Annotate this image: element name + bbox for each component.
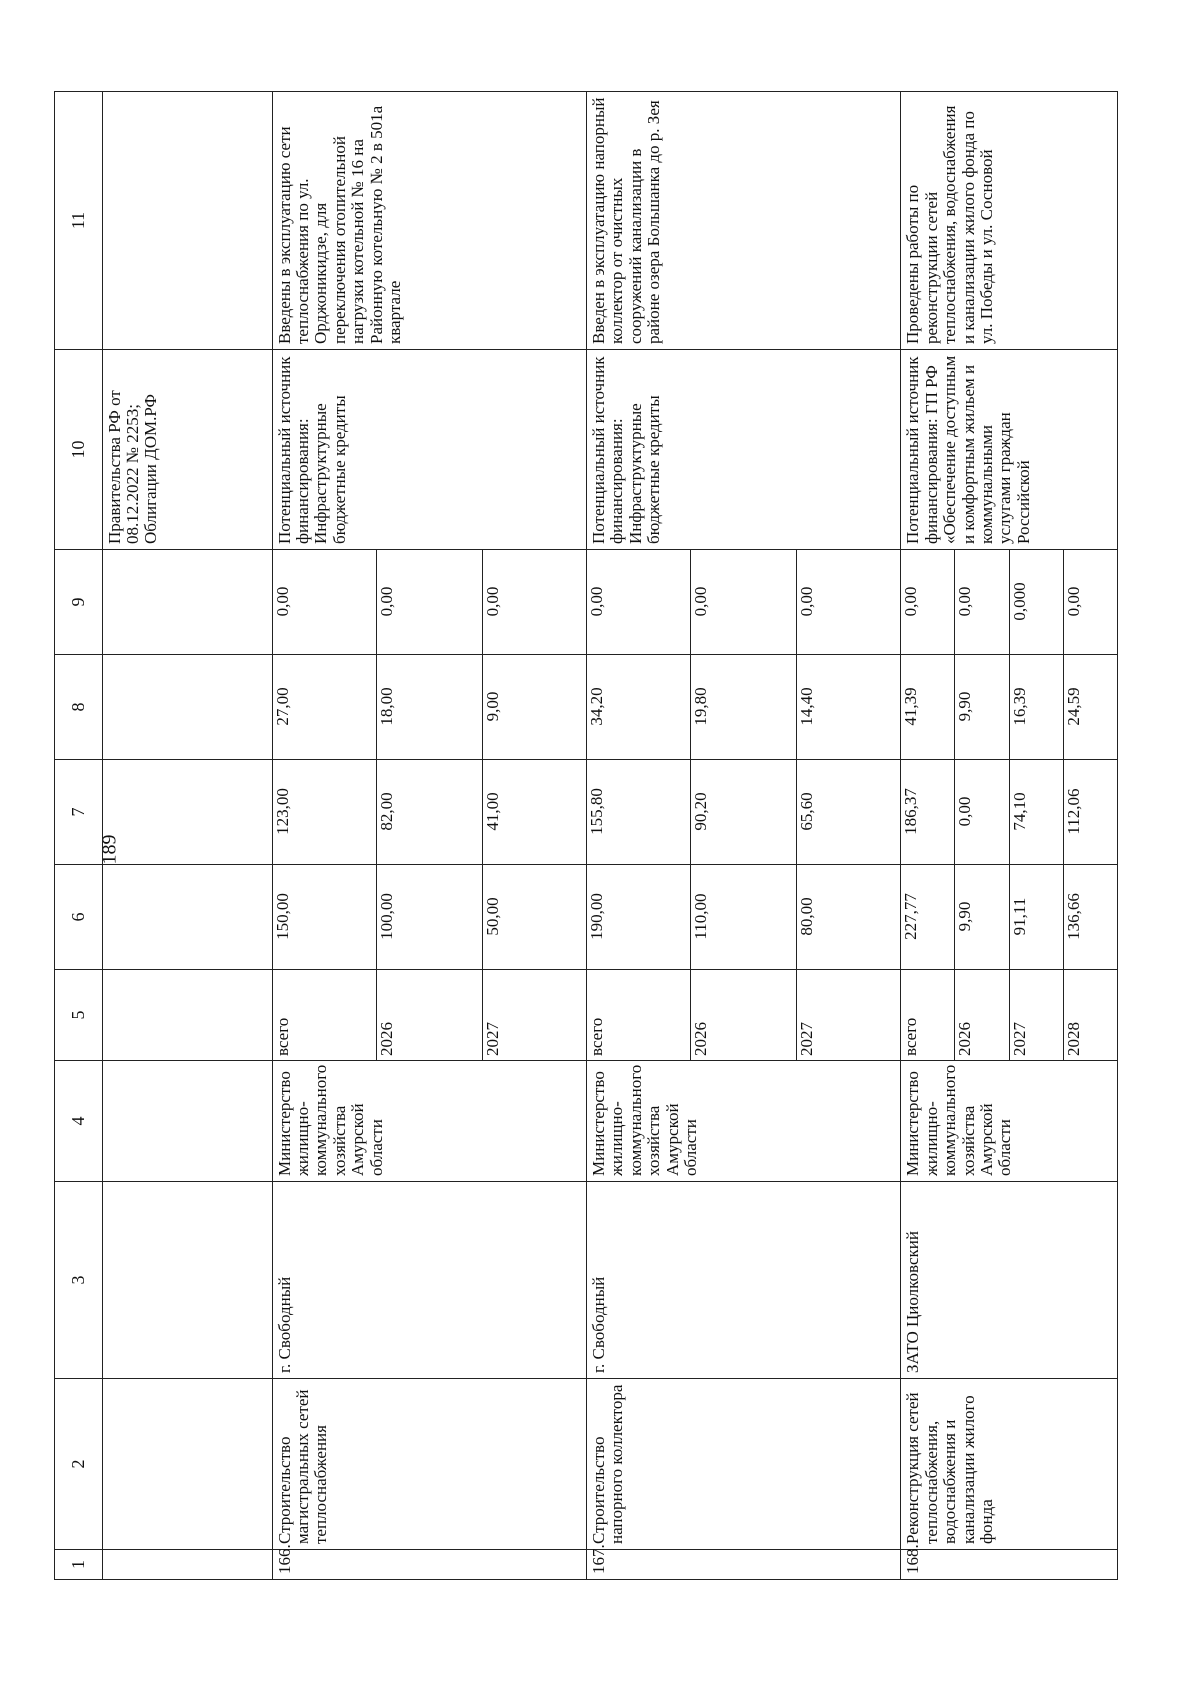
funding-source-cell	[901, 350, 1118, 550]
subgrid-row	[797, 865, 901, 969]
subgrid-row	[587, 865, 691, 969]
subgrid-value: 227,77	[901, 865, 954, 969]
header-col-1: 1	[55, 1550, 103, 1580]
subgrid-value: 100,00	[376, 865, 482, 969]
cont-cell-2	[102, 1379, 272, 1550]
funding-source: Потенциальный источник финансирования: Инфраструктурные бюджетные кредиты	[274, 356, 349, 544]
years-list	[587, 970, 900, 1060]
years-cell	[901, 970, 1118, 1061]
row-number: 167.	[589, 1544, 609, 1574]
col6-cell	[901, 865, 1118, 970]
expected-result: Проведены работы по реконструкции сетей теплоснабжения, водоснабжения и канализации жилого фонда по ул. Победы и ул. Сосновой	[903, 105, 996, 344]
subgrid-row	[691, 655, 797, 759]
measure-name: Строительство магистральных сетей теплоснабжения	[274, 1389, 331, 1544]
header-row	[55, 92, 103, 1580]
subgrid-row	[955, 970, 1010, 1060]
subgrid-row	[1009, 760, 1064, 864]
header-col-3: 3	[55, 1182, 103, 1379]
col9-cell	[272, 550, 586, 655]
cont-cell-7	[102, 760, 272, 865]
cont-cell-8	[102, 655, 272, 760]
years-list	[273, 970, 586, 1060]
measure-name: Реконструкция сетей теплоснабжения, водоснабжения и канализации жилого фонда	[903, 1392, 996, 1544]
subgrid-value: 0,00	[955, 760, 1010, 864]
rotated-table-sheet	[54, 92, 1118, 1580]
subgrid-row	[376, 550, 482, 654]
row-number-cell	[587, 1544, 901, 1580]
years-list	[901, 970, 1117, 1060]
subgrid-value: 41,00	[482, 792, 502, 831]
subgrid-value: всего	[901, 970, 954, 1060]
subgrid-row	[955, 550, 1010, 654]
subgrid-row	[901, 970, 954, 1060]
subgrid-row	[901, 865, 954, 969]
subgrid-value: 14,40	[797, 687, 817, 726]
subgrid-row	[273, 970, 377, 1060]
subgrid-row	[1064, 760, 1117, 864]
location: г. Свободный	[589, 1276, 609, 1373]
col6-values	[901, 865, 1117, 969]
subgrid-value: 19,80	[691, 655, 797, 759]
header-col-2: 2	[55, 1379, 103, 1550]
subgrid-row	[1064, 550, 1117, 654]
col6-values	[587, 865, 900, 969]
subgrid-value: 2028	[1064, 1022, 1084, 1056]
page-number: 189	[98, 834, 121, 865]
executor-cell	[901, 1061, 1118, 1182]
continuation-row	[102, 92, 272, 1580]
subgrid-value: 65,60	[797, 792, 817, 831]
subgrid-row	[376, 970, 482, 1060]
subgrid-value: 80,00	[797, 897, 817, 936]
col6-cell	[587, 865, 901, 970]
row-number-cell	[272, 1544, 586, 1580]
col7-values	[273, 760, 586, 864]
subgrid-row	[955, 655, 1010, 759]
subgrid-row	[797, 655, 901, 759]
subgrid-value: 0,00	[955, 550, 1010, 654]
subgrid-value: 9,90	[955, 655, 1010, 759]
subgrid-value: 186,37	[901, 760, 954, 864]
subgrid-value: 41,39	[901, 655, 954, 759]
col7-cell	[901, 760, 1118, 865]
subgrid-value: 123,00	[273, 760, 377, 864]
header-col-4: 4	[55, 1061, 103, 1182]
header-col-7: 7	[55, 760, 103, 865]
subgrid-value: 190,00	[587, 865, 691, 969]
subgrid-row	[587, 550, 691, 654]
subgrid-row	[901, 760, 954, 864]
executor: Министерство жилищно-коммунального хозяйства Амурской области	[903, 1064, 1015, 1176]
subgrid-row	[1064, 970, 1117, 1060]
col7-cell	[272, 760, 586, 865]
executor-cell	[272, 1061, 586, 1182]
measure-name-cell	[901, 1379, 1118, 1550]
table-row	[587, 92, 901, 1580]
subgrid-value: 0,00	[797, 586, 817, 617]
subgrid-row	[1009, 655, 1064, 759]
result-cell	[272, 92, 586, 350]
cont-cell-6	[102, 865, 272, 970]
expected-result: Введен в эксплуатацию напорный коллектор от очистных сооружений канализации в районе озера Большанка до р. Зея	[589, 97, 664, 344]
subgrid-value: 9,90	[955, 865, 1010, 969]
cont-cell-4	[102, 1061, 272, 1182]
subgrid-value: всего	[587, 970, 691, 1060]
cont-cell-3	[102, 1182, 272, 1379]
col8-cell	[587, 655, 901, 760]
header-col-8: 8	[55, 655, 103, 760]
subgrid-row	[797, 550, 901, 654]
result-cell	[587, 92, 901, 350]
table-row	[272, 92, 586, 1580]
funding-source-cell	[272, 350, 586, 550]
subgrid-row	[1064, 865, 1117, 969]
subgrid-value: 155,80	[587, 760, 691, 864]
measure-name-cell	[587, 1379, 901, 1550]
header-col-11: 11	[55, 92, 103, 350]
header-col-5: 5	[55, 970, 103, 1061]
subgrid-value: всего	[273, 970, 377, 1060]
col9-values	[587, 550, 900, 654]
subgrid-value: 2027	[482, 1022, 502, 1056]
subgrid-value: 0,000	[1009, 550, 1064, 654]
subgrid-value: 2026	[691, 970, 797, 1060]
cont-cell-1	[102, 1550, 272, 1580]
years-cell	[587, 970, 901, 1061]
subgrid-value: 82,00	[376, 760, 482, 864]
subgrid-row	[273, 550, 377, 654]
funding-source: Потенциальный источник финансирования: Инфраструктурные бюджетные кредиты	[589, 356, 664, 544]
subgrid-row	[482, 550, 586, 654]
col6-cell	[272, 865, 586, 970]
subgrid-row	[901, 550, 954, 654]
subgrid-value: 16,39	[1009, 655, 1064, 759]
location-cell	[587, 1182, 901, 1379]
subgrid-row	[273, 760, 377, 864]
cont-cell-11	[102, 92, 272, 350]
subgrid-row	[482, 865, 586, 969]
subgrid-row	[691, 760, 797, 864]
subgrid-row	[482, 760, 586, 864]
result-cell	[901, 92, 1118, 350]
col8-cell	[272, 655, 586, 760]
subgrid-row	[587, 970, 691, 1060]
subgrid-row	[797, 760, 901, 864]
executor-cell	[587, 1061, 901, 1182]
subgrid-value: 0,00	[482, 586, 502, 617]
subgrid-value: 90,20	[691, 760, 797, 864]
cont-source-text: Правительства РФ от 08.12.2022 № 2253; Облигации ДОМ.РФ	[104, 390, 161, 544]
subgrid-value: 150,00	[273, 865, 377, 969]
subgrid-row	[482, 970, 586, 1060]
measure-name-cell	[272, 1379, 586, 1550]
subgrid-value: 2026	[376, 970, 482, 1060]
subgrid-row	[691, 865, 797, 969]
col9-values	[273, 550, 586, 654]
subgrid-value: 9,00	[482, 691, 502, 722]
subgrid-row	[587, 760, 691, 864]
location-cell	[272, 1182, 586, 1379]
location: г. Свободный	[274, 1276, 294, 1373]
cont-cell-10	[102, 350, 272, 550]
subgrid-row	[1009, 550, 1064, 654]
subgrid-value: 2027	[1009, 970, 1064, 1060]
col7-values	[901, 760, 1117, 864]
subgrid-row	[1009, 865, 1064, 969]
subgrid-value: 136,66	[1064, 893, 1084, 940]
subgrid-row	[376, 760, 482, 864]
location: ЗАТО Циолковский	[903, 1231, 923, 1373]
subgrid-row	[691, 970, 797, 1060]
subgrid-row	[955, 865, 1010, 969]
subgrid-value: 112,06	[1064, 788, 1084, 835]
row-number-cell	[901, 1544, 1118, 1580]
cont-cell-5	[102, 970, 272, 1061]
subgrid-value: 24,59	[1064, 687, 1084, 726]
subgrid-row	[376, 865, 482, 969]
header-col-10: 10	[55, 350, 103, 550]
funding-source: Потенциальный источник финансирования: ГП РФ «Обеспечение доступным и комфортным жильем и коммунальными услугами граждан Российской	[903, 355, 1033, 544]
subgrid-row	[955, 760, 1010, 864]
expected-result: Введены в эксплуатацию сети теплоснабжения по ул. Орджоникидзе, для переключения отопительной нагрузки котельной № 16 на Районную котельную № 2 в 501а квартале	[274, 105, 404, 344]
subgrid-value: 2027	[797, 1022, 817, 1056]
col8-values	[901, 655, 1117, 759]
subgrid-row	[797, 970, 901, 1060]
subgrid-value: 0,00	[691, 550, 797, 654]
subgrid-row	[273, 865, 377, 969]
subgrid-row	[901, 655, 954, 759]
location-cell	[901, 1182, 1118, 1379]
subgrid-value: 0,00	[901, 550, 954, 654]
subgrid-value: 0,00	[273, 550, 377, 654]
subgrid-row	[273, 655, 377, 759]
subgrid-value: 0,00	[587, 550, 691, 654]
subgrid-value: 91,11	[1009, 865, 1064, 969]
col8-values	[587, 655, 900, 759]
col9-values	[901, 550, 1117, 654]
subgrid-value: 0,00	[1064, 586, 1084, 617]
col8-values	[273, 655, 586, 759]
measure-name: Строительство напорного коллектора	[589, 1384, 627, 1544]
col9-cell	[587, 550, 901, 655]
cont-cell-9	[102, 550, 272, 655]
header-col-6: 6	[55, 865, 103, 970]
col6-values	[273, 865, 586, 969]
subgrid-value: 2026	[955, 970, 1010, 1060]
subgrid-value: 74,10	[1009, 760, 1064, 864]
subgrid-row	[376, 655, 482, 759]
subgrid-row	[691, 550, 797, 654]
row-number: 168.	[903, 1544, 923, 1574]
col9-cell	[901, 550, 1118, 655]
executor: Министерство жилищно-коммунального хозяйства Амурской области	[274, 1064, 386, 1176]
subgrid-value: 18,00	[376, 655, 482, 759]
header-col-9: 9	[55, 550, 103, 655]
program-table	[54, 91, 1118, 1580]
subgrid-value: 50,00	[482, 897, 502, 936]
subgrid-row	[482, 655, 586, 759]
col7-values	[587, 760, 900, 864]
subgrid-row	[1009, 970, 1064, 1060]
row-number: 166.	[274, 1544, 294, 1574]
subgrid-row	[587, 655, 691, 759]
col8-cell	[901, 655, 1118, 760]
subgrid-value: 0,00	[376, 550, 482, 654]
subgrid-value: 27,00	[273, 655, 377, 759]
table-row	[901, 92, 1118, 1580]
col7-cell	[587, 760, 901, 865]
years-cell	[272, 970, 586, 1061]
subgrid-row	[1064, 655, 1117, 759]
subgrid-value: 34,20	[587, 655, 691, 759]
executor: Министерство жилищно-коммунального хозяйства Амурской области	[589, 1064, 700, 1176]
subgrid-value: 110,00	[691, 865, 797, 969]
funding-source-cell	[587, 350, 901, 550]
